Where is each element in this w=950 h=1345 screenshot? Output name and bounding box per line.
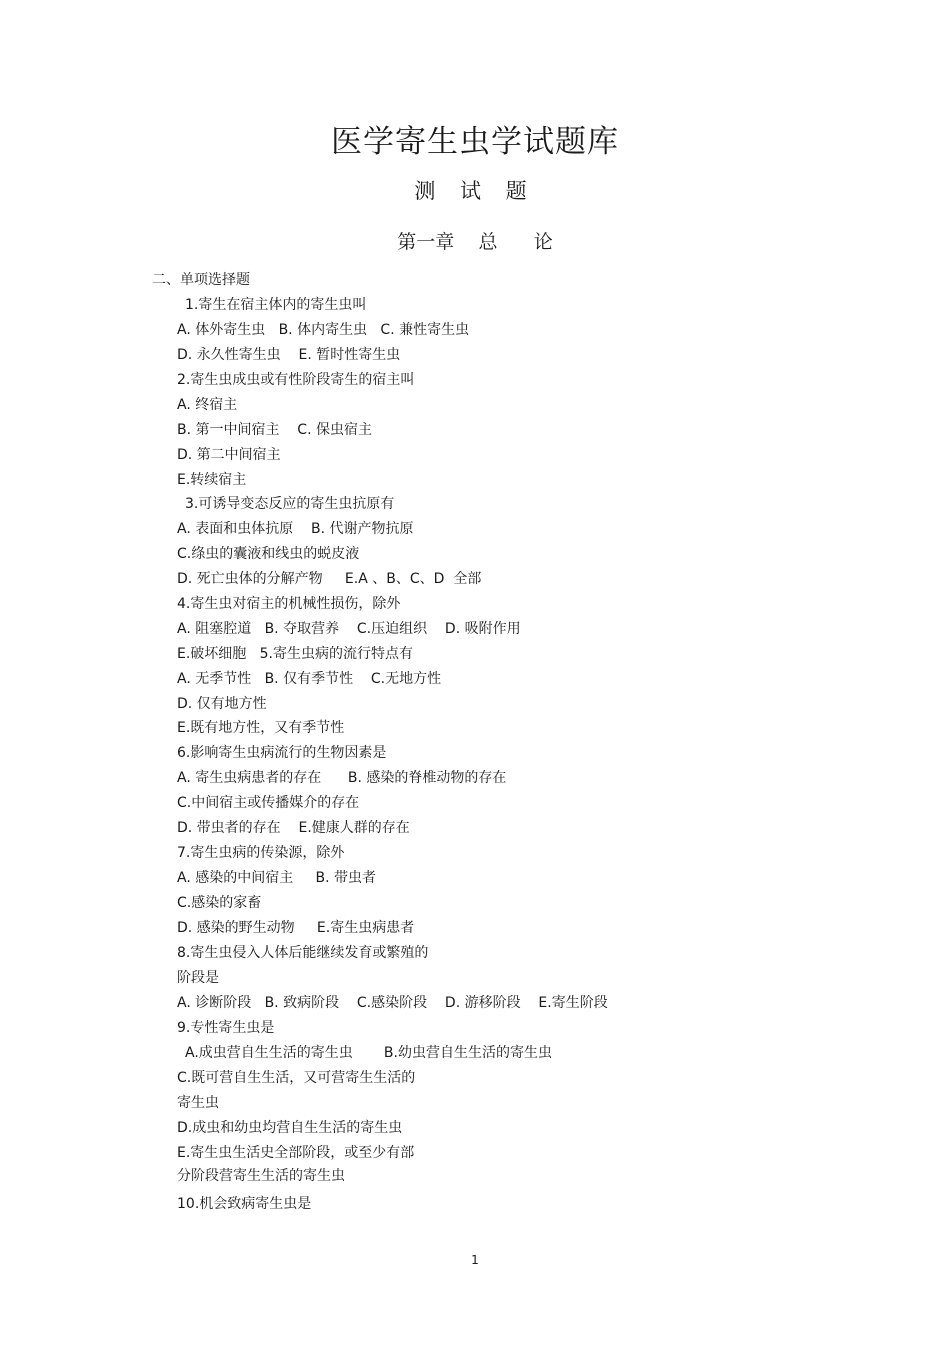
page-number: 1: [471, 1253, 479, 1267]
question-line: 9.专性寄生虫是: [177, 1020, 275, 1036]
option-line: A. 终宿主: [177, 397, 238, 413]
option-line: C.绦虫的囊液和线虫的蜕皮液: [177, 546, 360, 562]
option-line: E.破坏细胞 5.寄生虫病的流行特点有: [177, 646, 414, 662]
section-heading: 二、单项选择题: [152, 272, 250, 288]
question-line: 阶段是: [177, 970, 219, 986]
option-line: A. 表面和虫体抗原 B. 代谢产物抗原: [177, 521, 414, 537]
question-line: 7.寄生虫病的传染源，除外: [177, 845, 345, 861]
question-line: 8.寄生虫侵入人体后能继续发育或繁殖的: [177, 945, 429, 961]
option-line: A. 寄生虫病患者的存在 B. 感染的脊椎动物的存在: [177, 770, 507, 786]
option-line: C.中间宿主或传播媒介的存在: [177, 795, 360, 811]
option-line: D. 仅有地方性: [177, 696, 267, 712]
option-line: 寄生虫: [177, 1095, 219, 1111]
option-line: C.既可营自生生活，又可营寄生生活的: [177, 1070, 416, 1086]
question-line: 2.寄生虫成虫或有性阶段寄生的宿主叫: [177, 372, 415, 388]
chapter-heading: 第一章 总 论: [397, 231, 553, 253]
document-title: 医学寄生虫学试题库: [331, 124, 619, 160]
option-line: E.转续宿主: [177, 472, 247, 488]
option-line: D. 死亡虫体的分解产物 E.A 、B、C、D 全部: [177, 571, 482, 587]
option-line: D. 感染的野生动物 E.寄生虫病患者: [177, 920, 415, 936]
option-line: D. 永久性寄生虫 E. 暂时性寄生虫: [177, 347, 401, 363]
option-line: A. 体外寄生虫 B. 体内寄生虫 C. 兼性寄生虫: [177, 322, 470, 338]
option-line: A. 无季节性 B. 仅有季节性 C.无地方性: [177, 671, 442, 687]
option-line: D. 第二中间宿主: [177, 447, 281, 463]
question-line: 4.寄生虫对宿主的机械性损伤，除外: [177, 596, 401, 612]
option-line: A. 阻塞腔道 B. 夺取营养 C.压迫组织 D. 吸附作用: [177, 621, 521, 637]
option-line: D.成虫和幼虫均营自生生活的寄生虫: [177, 1120, 403, 1136]
option-line: A.成虫营自生生活的寄生虫 B.幼虫营自生生活的寄生虫: [185, 1045, 552, 1061]
option-line: D. 带虫者的存在 E.健康人群的存在: [177, 820, 410, 836]
question-line: 10.机会致病寄生虫是: [177, 1196, 312, 1212]
option-line: A. 感染的中间宿主 B. 带虫者: [177, 870, 376, 886]
option-line: E.既有地方性，又有季节性: [177, 720, 345, 736]
document-subtitle: 测 试 题: [414, 179, 536, 203]
question-line: 1.寄生在宿主体内的寄生虫叫: [185, 297, 367, 313]
option-line: B. 第一中间宿主 C. 保虫宿主: [177, 422, 372, 438]
option-line: A. 诊断阶段 B. 致病阶段 C.感染阶段 D. 游移阶段 E.寄生阶段: [177, 995, 608, 1011]
question-line: 3.可诱导变态反应的寄生虫抗原有: [185, 496, 395, 512]
question-line: 6.影响寄生虫病流行的生物因素是: [177, 745, 387, 761]
option-line: 分阶段营寄生生活的寄生虫: [177, 1168, 345, 1184]
option-line: C.感染的家畜: [177, 895, 262, 911]
option-line: E.寄生虫生活史全部阶段，或至少有部: [177, 1145, 415, 1161]
